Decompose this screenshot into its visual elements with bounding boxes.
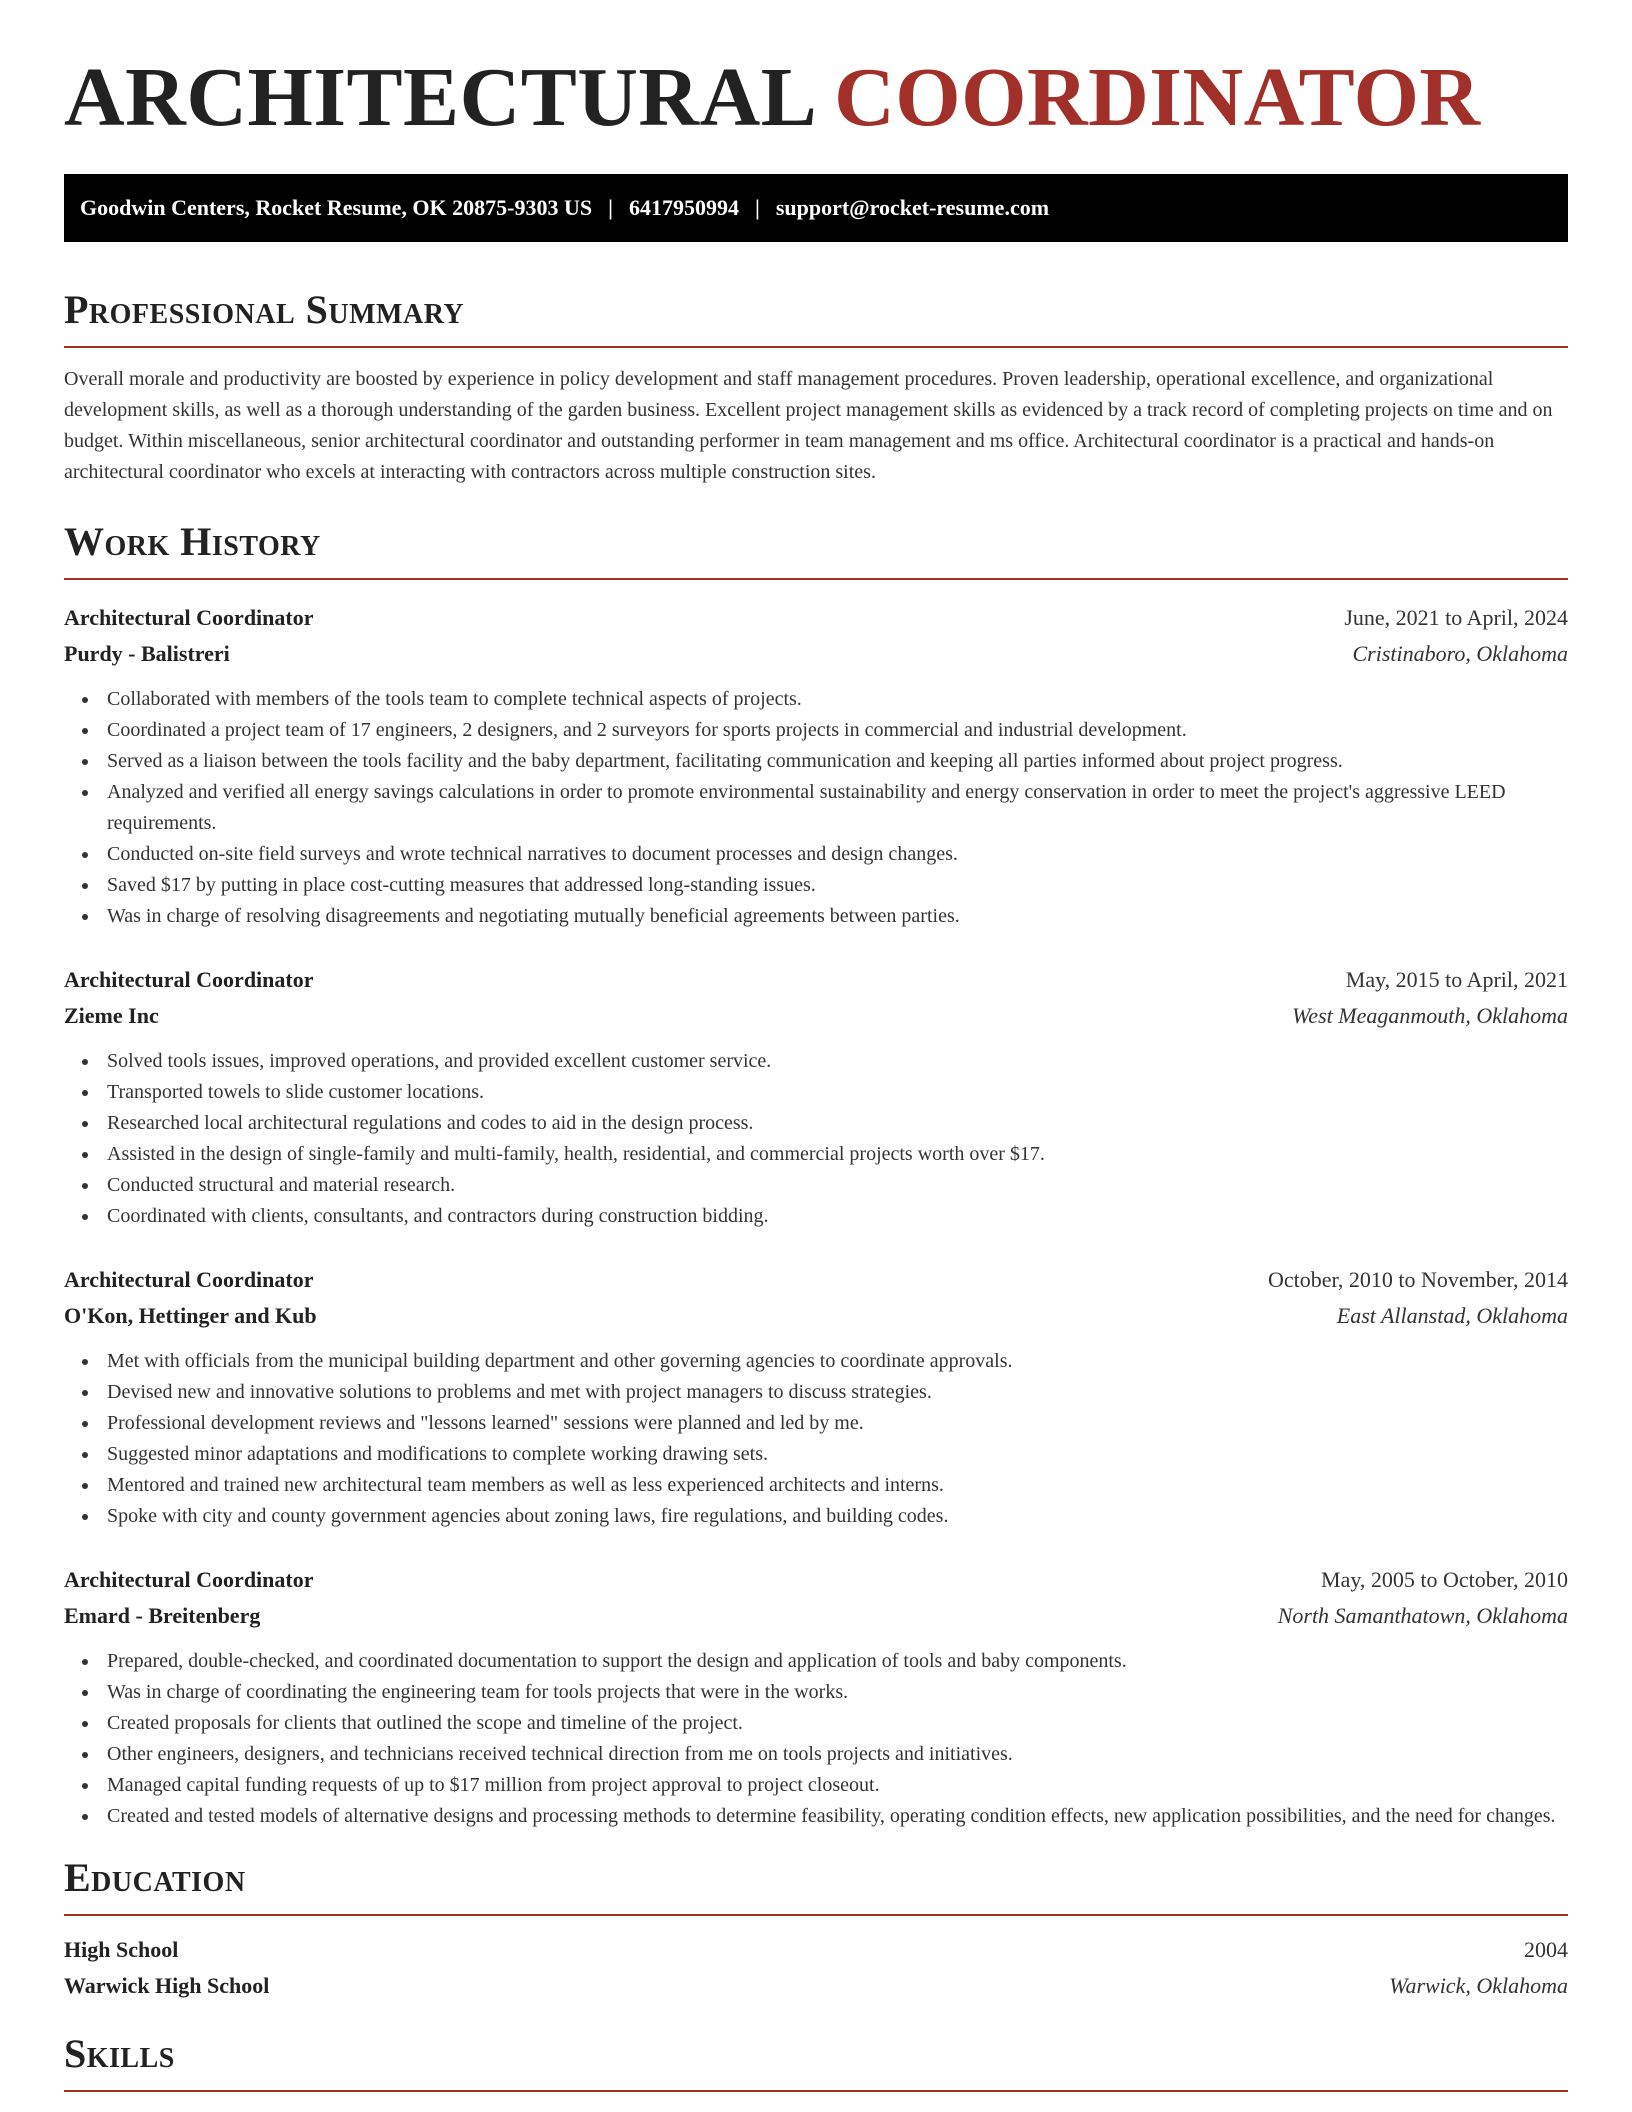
job-dates: May, 2005 to October, 2010 bbox=[1321, 1567, 1568, 1592]
job-location: North Samanthatown, Oklahoma bbox=[1277, 1603, 1568, 1628]
job-bullet: Conducted on-site field surveys and wrote technical narratives to document processes and design changes. bbox=[107, 839, 1568, 870]
education-heading: Education bbox=[64, 1858, 1568, 1916]
job-entry bbox=[64, 1262, 1568, 1532]
job-title: Architectural Coordinator bbox=[64, 605, 314, 630]
name-last: COORDINATOR bbox=[834, 51, 1481, 144]
job-location: Cristinaboro, Oklahoma bbox=[1352, 641, 1568, 666]
summary-heading: Professional Summary bbox=[64, 290, 1568, 348]
job-bullet: Mentored and trained new architectural team members as well as less experienced architects and interns. bbox=[107, 1470, 1568, 1501]
contact-phone: 6417950994 bbox=[628, 195, 739, 220]
summary-text: Overall morale and productivity are boosted by experience in policy development and staff management procedures. Proven leadership, operational excellence, and organizational development skills, as well as a thorough understanding of the garden business. Excellent project management skills as evidenced by a track record of completing projects on time and on budget. Within miscellaneous, senior architectural coordinator and outstanding performer in team management and ms office. Architectural coordinator is a practical and hands-on architectural coordinator who excels at interacting with contractors across multiple construction sites. bbox=[64, 368, 1553, 483]
job-bullet: Devised new and innovative solutions to problems and met with project managers to discuss strategies. bbox=[107, 1377, 1568, 1408]
job-dates: June, 2021 to April, 2024 bbox=[1344, 605, 1568, 630]
job-bullet: Saved $17 by putting in place cost-cutting measures that addressed long-standing issues. bbox=[107, 870, 1568, 901]
resume-page bbox=[64, 0, 1568, 2092]
job-title: Architectural Coordinator bbox=[64, 1567, 314, 1592]
job-title: Architectural Coordinator bbox=[64, 967, 314, 992]
job-bullet: Analyzed and verified all energy savings calculations in order to promote environmental sustainability and energy conservation in order to meet the project's aggressive LEED requirements. bbox=[107, 777, 1568, 839]
job-bullet: Met with officials from the municipal building department and other governing agencies to coordinate approvals. bbox=[107, 1346, 1568, 1377]
job-bullet: Prepared, double-checked, and coordinated documentation to support the design and application of tools and baby components. bbox=[107, 1646, 1568, 1677]
education-location: Warwick, Oklahoma bbox=[1389, 1973, 1568, 1998]
job-bullet: Coordinated with clients, consultants, and contractors during construction bidding. bbox=[107, 1201, 1568, 1232]
education-year: 2004 bbox=[1524, 1937, 1568, 1962]
job-bullets bbox=[64, 1646, 1568, 1832]
contact-separator: | bbox=[608, 195, 613, 220]
job-bullet: Professional development reviews and "lessons learned" sessions were planned and led by me. bbox=[107, 1408, 1568, 1439]
job-entry bbox=[64, 600, 1568, 932]
job-bullet: Was in charge of coordinating the engineering team for tools projects that were in the works. bbox=[107, 1677, 1568, 1708]
job-bullet: Created and tested models of alternative designs and processing methods to determine feasibility, operating condition effects, new application possibilities, and the need for changes. bbox=[107, 1801, 1568, 1832]
job-location: West Meaganmouth, Oklahoma bbox=[1292, 1003, 1568, 1028]
job-bullets bbox=[64, 1346, 1568, 1532]
job-bullet: Solved tools issues, improved operations, and provided excellent customer service. bbox=[107, 1046, 1568, 1077]
job-bullet: Coordinated a project team of 17 engineers, 2 designers, and 2 surveyors for sports projects in commercial and industrial development. bbox=[107, 715, 1568, 746]
job-bullet: Managed capital funding requests of up to $17 million from project approval to project closeout. bbox=[107, 1770, 1568, 1801]
job-dates: May, 2015 to April, 2021 bbox=[1345, 967, 1568, 992]
job-bullet: Collaborated with members of the tools team to complete technical aspects of projects. bbox=[107, 684, 1568, 715]
job-bullet: Created proposals for clients that outlined the scope and timeline of the project. bbox=[107, 1708, 1568, 1739]
contact-address: Goodwin Centers, Rocket Resume, OK 20875-9303 US bbox=[80, 195, 593, 220]
name-first: ARCHITECTURAL bbox=[64, 51, 813, 144]
job-entry bbox=[64, 1562, 1568, 1832]
job-bullet: Assisted in the design of single-family and multi-family, health, residential, and commercial projects worth over $17. bbox=[107, 1139, 1568, 1170]
job-company: O'Kon, Hettinger and Kub bbox=[64, 1303, 317, 1328]
job-entry bbox=[64, 962, 1568, 1232]
education-entry bbox=[64, 1932, 1568, 2004]
job-dates: October, 2010 to November, 2014 bbox=[1267, 1267, 1568, 1292]
job-company: Emard - Breitenberg bbox=[64, 1603, 261, 1628]
job-bullet: Served as a liaison between the tools facility and the baby department, facilitating communication and keeping all parties informed about project progress. bbox=[107, 746, 1568, 777]
job-title: Architectural Coordinator bbox=[64, 1267, 314, 1292]
job-bullet: Researched local architectural regulations and codes to aid in the design process. bbox=[107, 1108, 1568, 1139]
job-bullet: Conducted structural and material research. bbox=[107, 1170, 1568, 1201]
job-bullet: Was in charge of resolving disagreements and negotiating mutually beneficial agreements between parties. bbox=[107, 901, 1568, 932]
job-bullet: Other engineers, designers, and technicians received technical direction from me on tools projects and initiatives. bbox=[107, 1739, 1568, 1770]
job-bullet: Suggested minor adaptations and modifications to complete working drawing sets. bbox=[107, 1439, 1568, 1470]
work-history-heading: Work History bbox=[64, 522, 1568, 580]
contact-email: support@rocket-resume.com bbox=[775, 195, 1050, 220]
contact-separator: | bbox=[754, 195, 760, 220]
job-location: East Allanstad, Oklahoma bbox=[1336, 1303, 1568, 1328]
job-bullet: Spoke with city and county government agencies about zoning laws, fire regulations, and building codes. bbox=[107, 1501, 1568, 1532]
job-bullets bbox=[64, 684, 1568, 932]
contact-bar bbox=[64, 174, 1568, 242]
job-company: Purdy - Balistreri bbox=[64, 641, 230, 666]
job-bullet: Transported towels to slide customer locations. bbox=[107, 1077, 1568, 1108]
education-school: Warwick High School bbox=[64, 1973, 270, 1998]
job-company: Zieme Inc bbox=[64, 1003, 159, 1028]
resume-name bbox=[64, 51, 1568, 144]
education-degree: High School bbox=[64, 1937, 179, 1962]
skills-heading: Skills bbox=[64, 2034, 1568, 2092]
job-bullets bbox=[64, 1046, 1568, 1232]
